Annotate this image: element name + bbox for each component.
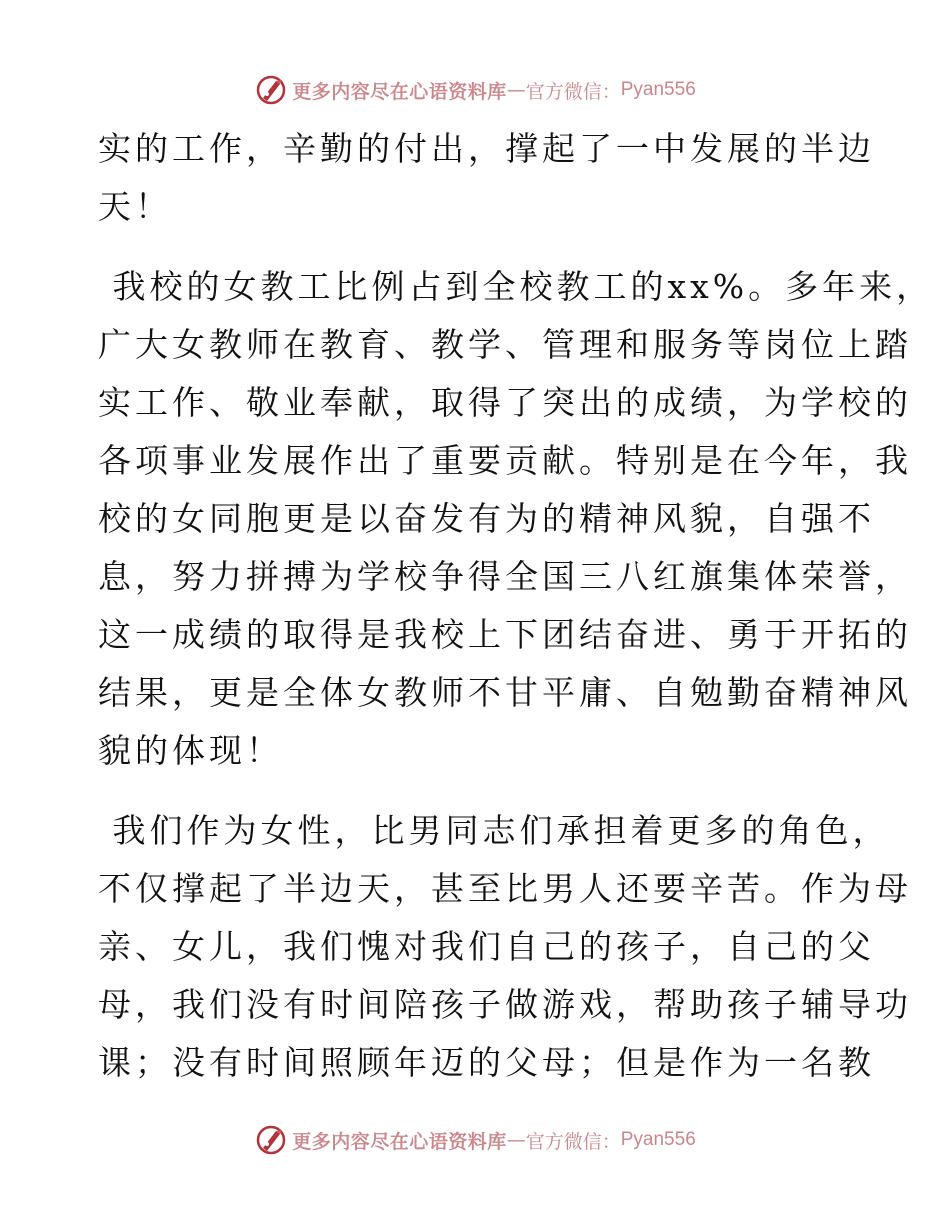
pen-logo-icon <box>254 73 288 107</box>
text-line: 貌的体现！ <box>98 731 283 770</box>
banner-wechat-label: 官方微信： <box>525 1130 621 1153</box>
banner-wechat-label: 官方微信： <box>525 80 621 103</box>
footer-banner <box>0 1120 950 1160</box>
text-line: 亲、女儿，我们愧对我们自己的孩子，自己的父 <box>98 927 875 966</box>
pen-logo-icon <box>254 1123 288 1157</box>
text-line: 这一成绩的取得是我校上下团结奋进、勇于开拓的 <box>98 615 912 654</box>
paragraph-2 <box>98 258 934 780</box>
header-banner <box>0 70 950 110</box>
text-line: 校的女同胞更是以奋发有为的精神风貌，自强不 <box>98 499 875 538</box>
text-line: 母，我们没有时间陪孩子做游戏，帮助孩子辅导功 <box>98 985 912 1024</box>
text-line: 我们作为女性，比男同志们承担着更多的角色， <box>98 811 890 850</box>
text-line: 天！ <box>98 187 172 226</box>
banner-wechat-id: Pyan556 <box>620 79 696 100</box>
text-line: 广大女教师在教育、教学、管理和服务等岗位上踏 <box>98 325 912 364</box>
text-line: 不仅撑起了半边天，甚至比男人还要辛苦。作为母 <box>98 869 912 908</box>
banner-title: 更多内容尽在心语资料库 <box>292 1130 507 1153</box>
paragraph-1 <box>98 120 875 236</box>
text-line: 结果，更是全体女教师不甘平庸、自勉勤奋精神风 <box>98 673 912 712</box>
document-body <box>98 120 934 1092</box>
text-line: 课；没有时间照顾年迈的父母；但是作为一名教 <box>98 1043 875 1082</box>
banner-separator: — <box>506 1129 526 1151</box>
text-line: 实工作、敬业奉献，取得了突出的成绩，为学校的 <box>98 383 912 422</box>
text-line: 实的工作，辛勤的付出，撑起了一中发展的半边 <box>98 129 875 168</box>
text-line: 息，努力拼搏为学校争得全国三八红旗集体荣誉， <box>98 557 912 596</box>
paragraph-3 <box>98 802 912 1092</box>
banner-separator: — <box>506 79 526 101</box>
text-line: 我校的女教工比例占到全校教工的xx%。多年来， <box>98 267 934 306</box>
banner-title: 更多内容尽在心语资料库 <box>292 80 507 103</box>
text-line: 各项事业发展作出了重要贡献。特别是在今年，我 <box>98 441 912 480</box>
banner-wechat-id: Pyan556 <box>620 1129 696 1150</box>
